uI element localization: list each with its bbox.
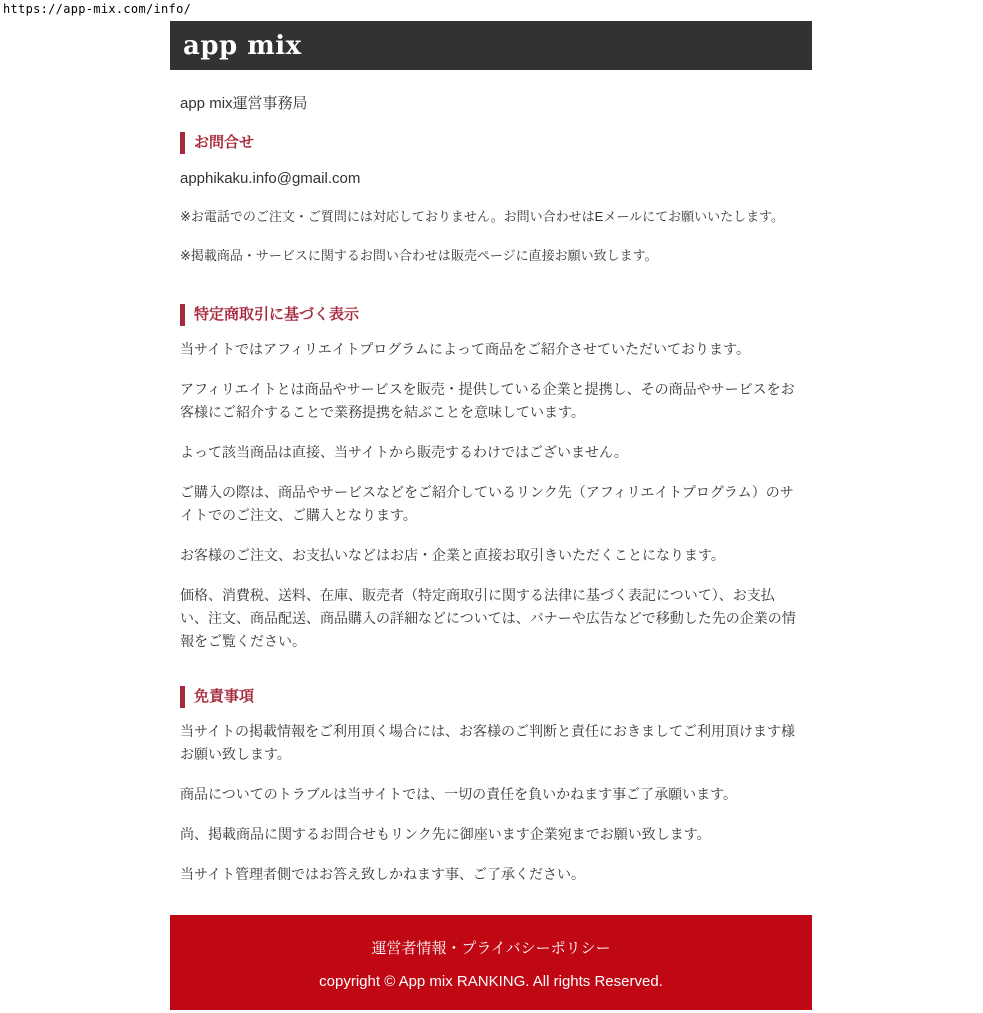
- legal-paragraph: アフィリエイトとは商品やサービスを販売・提供している企業と提携し、その商品やサービスをお客様にご紹介することで業務提携を結ぶことを意味しています。: [180, 381, 795, 420]
- section-legal: [180, 304, 802, 653]
- footer-copyright: copyright © App mix RANKING. All rights Reserved.: [319, 973, 663, 990]
- site-header: [170, 21, 812, 70]
- contact-note: ※掲載商品・サービスに関するお問い合わせは販売ページに直接お願い致します。: [180, 248, 658, 263]
- disclaimer-paragraph: 当サイトの掲載情報をご利用頂く場合には、お客様のご判断と責任におきましてご利用頂けます様お願い致します。: [180, 723, 796, 762]
- legal-paragraph: ご購入の際は、商品やサービスなどをご紹介しているリンク先（アフィリエイトプログラム）のサイトでのご注文、ご購入となります。: [180, 484, 794, 523]
- section-title-legal: 特定商取引に基づく表示: [180, 304, 802, 326]
- section-title-disclaimer: 免責事項: [180, 686, 802, 708]
- legal-paragraph: 当サイトではアフィリエイトプログラムによって商品をご紹介させていただいております。: [180, 341, 750, 357]
- disclaimer-paragraph: 当サイト管理者側ではお答え致しかねます事、ご了承ください。: [180, 866, 586, 882]
- footer-privacy-policy-link[interactable]: 運営者情報・プライバシーポリシー: [371, 940, 611, 957]
- section-title-contact: お問合せ: [180, 132, 802, 154]
- site-footer: [170, 915, 812, 1010]
- legal-paragraph: 価格、消費税、送料、在庫、販売者（特定商取引に関する法律に基づく表記について）、お支払い、注文、商品配送、商品購入の詳細などについては、バナーや広告などで移動した先の企業の情報をご覧ください。: [180, 587, 796, 649]
- page-column: [170, 0, 812, 1010]
- main-content: [170, 92, 812, 886]
- page-url-label: https://app-mix.com/info/: [3, 2, 192, 16]
- contact-note: ※お電話でのご注文・ご質問には対応しておりません。お問い合わせはEメールにてお願いいたします。: [180, 209, 785, 224]
- contact-email-text: apphikaku.info@gmail.com: [180, 170, 361, 187]
- section-disclaimer: [180, 686, 802, 886]
- intro-text: app mix運営事務局: [180, 95, 308, 112]
- disclaimer-paragraph: 尚、掲載商品に関するお問合せもリンク先に御座います企業宛までお願い致します。: [180, 826, 711, 842]
- site-logo[interactable]: app mix: [183, 30, 302, 61]
- legal-paragraph: よって該当商品は直接、当サイトから販売するわけではございません。: [180, 444, 628, 460]
- section-contact: [180, 132, 802, 266]
- disclaimer-paragraph: 商品についてのトラブルは当サイトでは、一切の責任を負いかねます事ご了承願います。: [180, 786, 738, 802]
- legal-paragraph: お客様のご注文、お支払いなどはお店・企業と直接お取引きいただくことになります。: [180, 547, 725, 563]
